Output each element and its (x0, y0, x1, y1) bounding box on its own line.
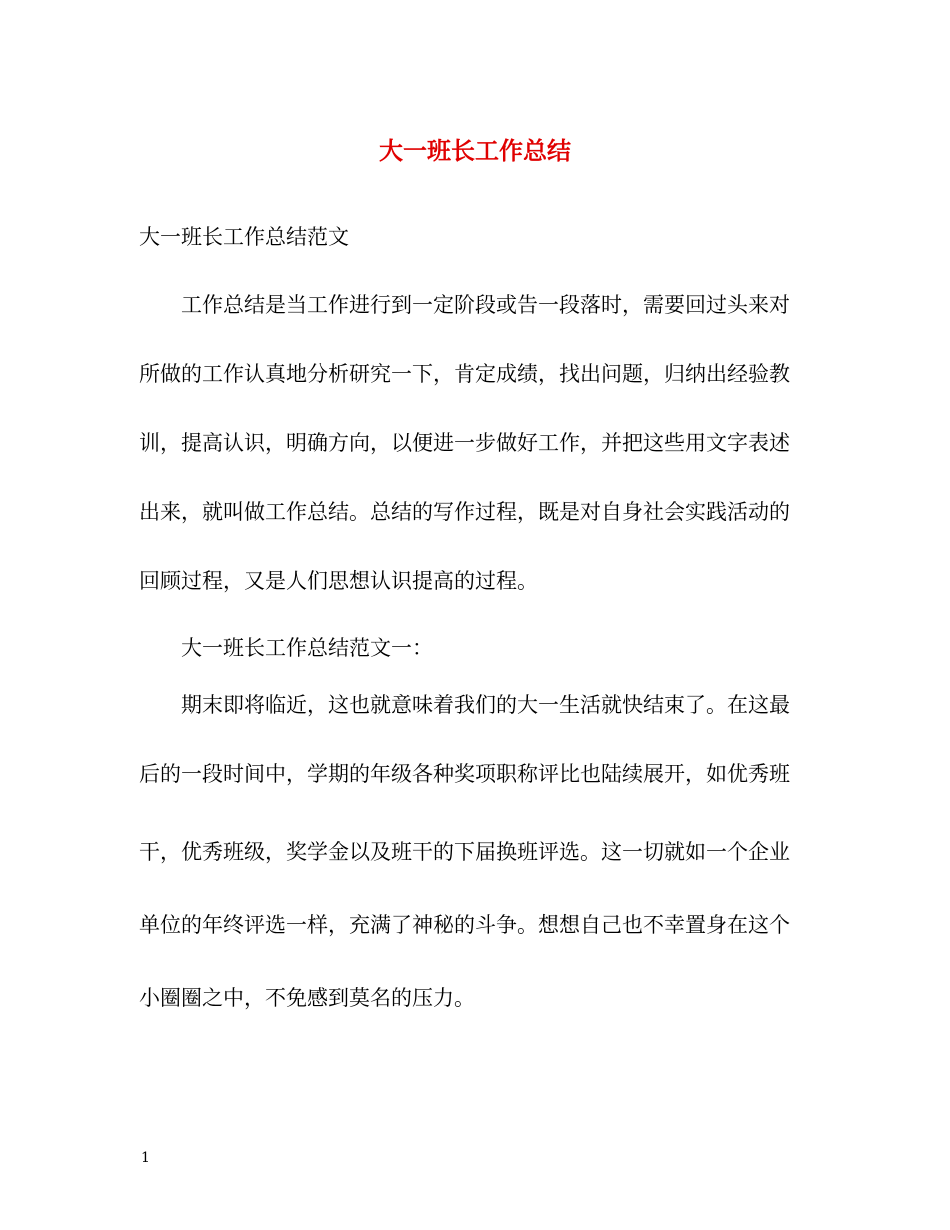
section-heading: 大一班长工作总结范文一： (181, 636, 433, 660)
paragraph-line: 小圈圈之中，不免感到莫名的压力。 (139, 986, 475, 1010)
paragraph-line: 单位的年终评选一样，充满了神秘的斗争。想想自己也不幸置身在这个 (139, 913, 790, 937)
paragraph-line: 训，提高认识，明确方向，以便进一步做好工作，并把这些用文字表述 (139, 431, 790, 455)
page-number: 1 (141, 1150, 150, 1166)
paragraph-line: 期末即将临近，这也就意味着我们的大一生活就快结束了。在这最 (181, 693, 790, 717)
document-title: 大一班长工作总结 (379, 136, 571, 165)
paragraph-line: 干，优秀班级，奖学金以及班干的下届换班评选。这一切就如一个企业 (139, 840, 790, 864)
paragraph-line: 后的一段时间中，学期的年级各种奖项职称评比也陆续展开，如优秀班 (139, 762, 790, 786)
paragraph-line: 工作总结是当工作进行到一定阶段或告一段落时，需要回过头来对 (181, 293, 790, 317)
paragraph-line: 所做的工作认真地分析研究一下，肯定成绩，找出问题，归纳出经验教 (139, 362, 790, 386)
paragraph-line: 回顾过程，又是人们思想认识提高的过程。 (139, 569, 538, 593)
paragraph-line: 出来，就叫做工作总结。总结的写作过程，既是对自身社会实践活动的 (139, 500, 790, 524)
subtitle: 大一班长工作总结范文 (139, 225, 349, 249)
